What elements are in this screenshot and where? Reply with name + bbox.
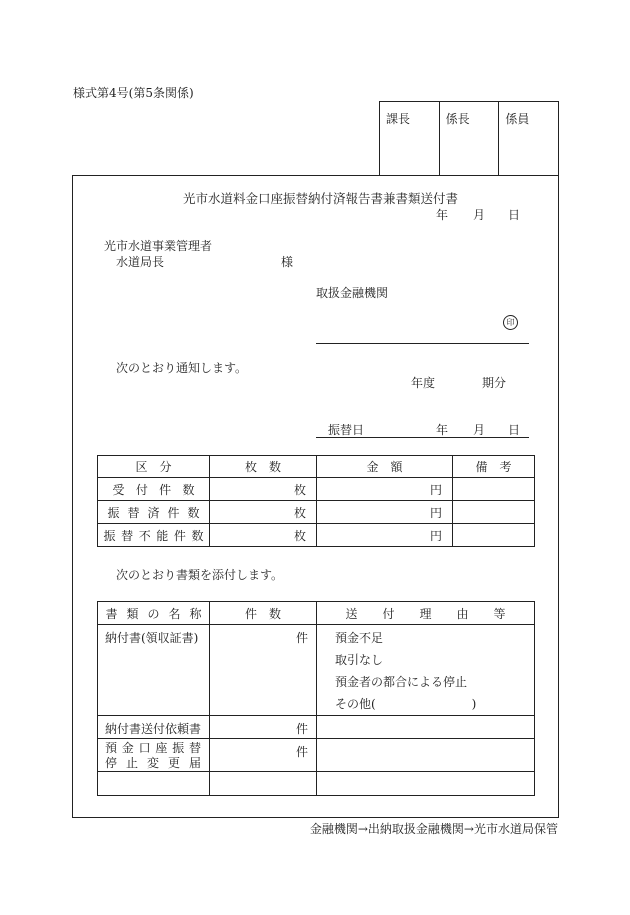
institution-signature-line [316, 343, 529, 344]
transfer-date-label: 振替日 [328, 423, 365, 437]
count-cell: 枚 [210, 478, 317, 501]
transfer-date-day: 日 [508, 423, 521, 437]
summary-header-row [98, 456, 535, 478]
reason-other: その他( ) [335, 697, 477, 711]
header-reason: 送付理由等 [317, 602, 535, 625]
approval-subsection-chief: 係長 [439, 102, 499, 176]
reason-cell [317, 625, 535, 716]
transfer-date-year: 年 [436, 423, 449, 437]
addressee-honorific: 様 [281, 255, 294, 269]
header-count: 枚 数 [210, 456, 317, 478]
table-row [98, 739, 535, 772]
document-name [98, 772, 210, 796]
transfer-date-month: 月 [473, 423, 486, 437]
header-document-name: 書類の名称 [98, 602, 210, 625]
reason-depositor-stop: 預金者の都合による停止 [335, 675, 468, 689]
date-month: 月 [473, 208, 486, 222]
attach-text: 次のとおり書類を添付します。 [116, 568, 284, 582]
document-name: 預金口座振替 停止変更届 [98, 739, 210, 772]
document-name: 納付書(領収証書) [98, 625, 210, 716]
approval-section-chief: 課長 [386, 112, 411, 126]
addressee-line1: 光市水道事業管理者 [104, 239, 213, 253]
addressee-line2: 水道局長 [116, 255, 165, 269]
date-year: 年 [436, 208, 449, 222]
reason-insufficient-funds: 預金不足 [335, 631, 384, 645]
reason-no-account: 取引なし [335, 653, 384, 667]
amount-cell: 円 [317, 501, 453, 524]
documents-table [97, 601, 535, 796]
period-label: 期分 [482, 376, 507, 390]
remarks-cell [453, 524, 535, 547]
date-day: 日 [508, 208, 521, 222]
seal-mark-icon: 印 [503, 315, 518, 330]
header-amount: 金 額 [317, 456, 453, 478]
amount-cell: 円 [317, 524, 453, 547]
financial-institution-label: 取扱金融機関 [316, 286, 389, 300]
remarks-cell [453, 501, 535, 524]
quantity-cell: 件 [210, 625, 317, 716]
quantity-cell [210, 772, 317, 796]
form-title: 光市水道料金口座振替納付済報告書兼書類送付書 [183, 191, 459, 206]
fiscal-year-label: 年度 [411, 376, 436, 390]
approval-staff: 係員 [498, 102, 558, 176]
table-row [98, 772, 535, 796]
quantity-cell: 件 [210, 739, 317, 772]
form-number: 様式第4号(第5条関係) [73, 86, 194, 100]
header-quantity: 件 数 [210, 602, 317, 625]
row-label: 振替不能件数 [98, 524, 210, 547]
reason-cell [317, 739, 535, 772]
count-cell: 枚 [210, 524, 317, 547]
header-remarks: 備 考 [453, 456, 535, 478]
reason-cell [317, 772, 535, 796]
table-row [98, 524, 535, 547]
amount-cell: 円 [317, 478, 453, 501]
transfer-date-line [316, 437, 529, 438]
approval-boxes [379, 101, 559, 176]
quantity-cell: 件 [210, 716, 317, 739]
table-row [98, 625, 535, 716]
table-row [98, 501, 535, 524]
count-cell: 枚 [210, 501, 317, 524]
notice-text: 次のとおり通知します。 [116, 361, 248, 375]
reason-cell [317, 716, 535, 739]
table-row [98, 478, 535, 501]
summary-table [97, 455, 535, 547]
row-label: 振替済件数 [98, 501, 210, 524]
remarks-cell [453, 478, 535, 501]
row-label: 受付件数 [98, 478, 210, 501]
table-row [98, 716, 535, 739]
routing-note: 金融機関→出納取扱金融機関→光市水道局保管 [309, 822, 558, 836]
document-name: 納付書送付依頼書 [98, 716, 210, 739]
header-category: 区 分 [98, 456, 210, 478]
documents-header-row [98, 602, 535, 625]
